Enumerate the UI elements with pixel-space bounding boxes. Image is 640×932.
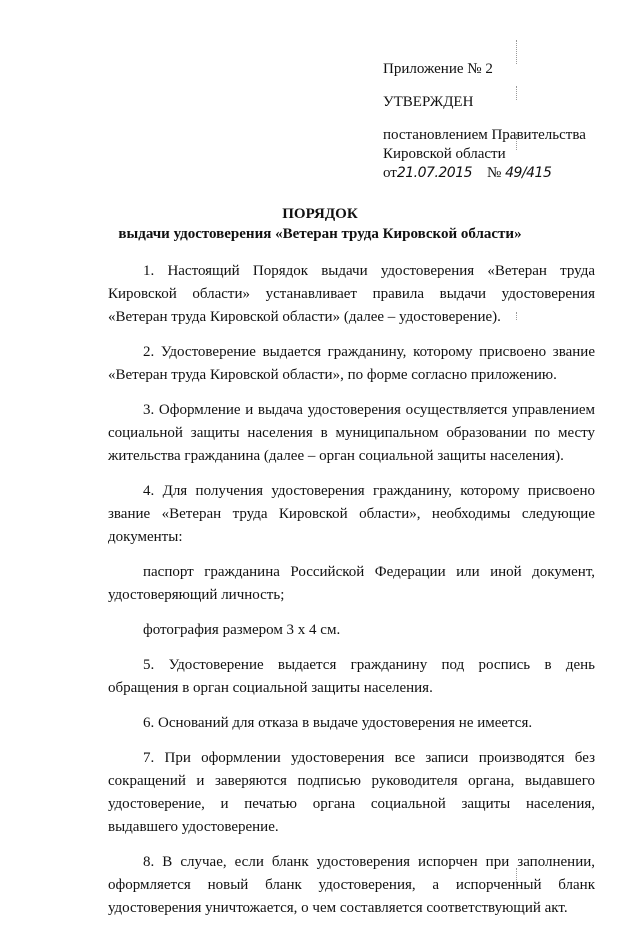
paragraph-8: 8. В случае, если бланк удостоверения испорчен при заполнении, оформляется новый бланк удостоверения, а испорченный бланк удостоверения уничтожается, о чем составляется соответствующий акт. <box>108 854 595 916</box>
paragraph-1: 1. Настоящий Порядок выдачи удостоверения «Ветеран труда Кировской области» устанавливает правила выдачи удостоверения «Ветеран труда Кировской области» (далее – удостоверение). <box>108 263 595 325</box>
document-subtitle: выдачи удостоверения «Ветеран труда Кировской области» <box>118 226 522 242</box>
handwritten-date: 21.07.2015 <box>396 165 473 181</box>
approved-label: УТВЕРЖДЕН <box>383 94 474 110</box>
paragraph-7: 7. При оформлении удостоверения все записи производятся без сокращений и заверяются подписью руководителя органа, выдавшего удостоверение, и печатью органа социальной защиты населения, выдавшего удостоверение. <box>108 750 595 835</box>
paragraph-6: 6. Оснований для отказа в выдаче удостоверения не имеется. <box>143 715 533 731</box>
document-body <box>108 260 595 932</box>
scan-artifact-mark <box>516 86 518 100</box>
scan-artifact-mark <box>516 868 518 888</box>
date-prefix: от <box>383 165 397 181</box>
decree-line-1: постановлением Правительства <box>383 127 586 143</box>
paragraph-4: 4. Для получения удостоверения гражданину, которому присвоено звание «Ветеран труда Кировской области», необходимы следующие документы: <box>108 483 595 545</box>
paragraph-2: 2. Удостоверение выдается гражданину, которому присвоено звание «Ветеран труда Кировской области», по форме согласно приложению. <box>108 344 595 383</box>
scan-artifact-mark <box>516 312 518 320</box>
paragraph-4-item-passport: паспорт гражданина Российской Федерации или иной документ, удостоверяющий личность; <box>108 564 595 603</box>
scan-artifact-mark <box>516 134 518 150</box>
decree-date-line <box>383 164 551 183</box>
paragraph-5: 5. Удостоверение выдается гражданину под роспись в день обращения в орган социальной защиты населения. <box>108 657 595 696</box>
handwritten-number: 49/415 <box>505 165 552 181</box>
number-prefix: № <box>487 165 502 181</box>
annex-label: Приложение № 2 <box>383 61 493 77</box>
document-title: ПОРЯДОК <box>282 206 358 222</box>
scan-artifact-mark <box>516 40 518 64</box>
paragraph-4-item-photo: фотография размером 3 х 4 см. <box>143 622 341 638</box>
decree-line-2: Кировской области <box>383 146 506 162</box>
paragraph-3: 3. Оформление и выдача удостоверения осуществляется управлением социальной защиты населения в муниципальном образовании по месту жительства гражданина (далее – орган социальной защиты населения). <box>108 402 595 464</box>
